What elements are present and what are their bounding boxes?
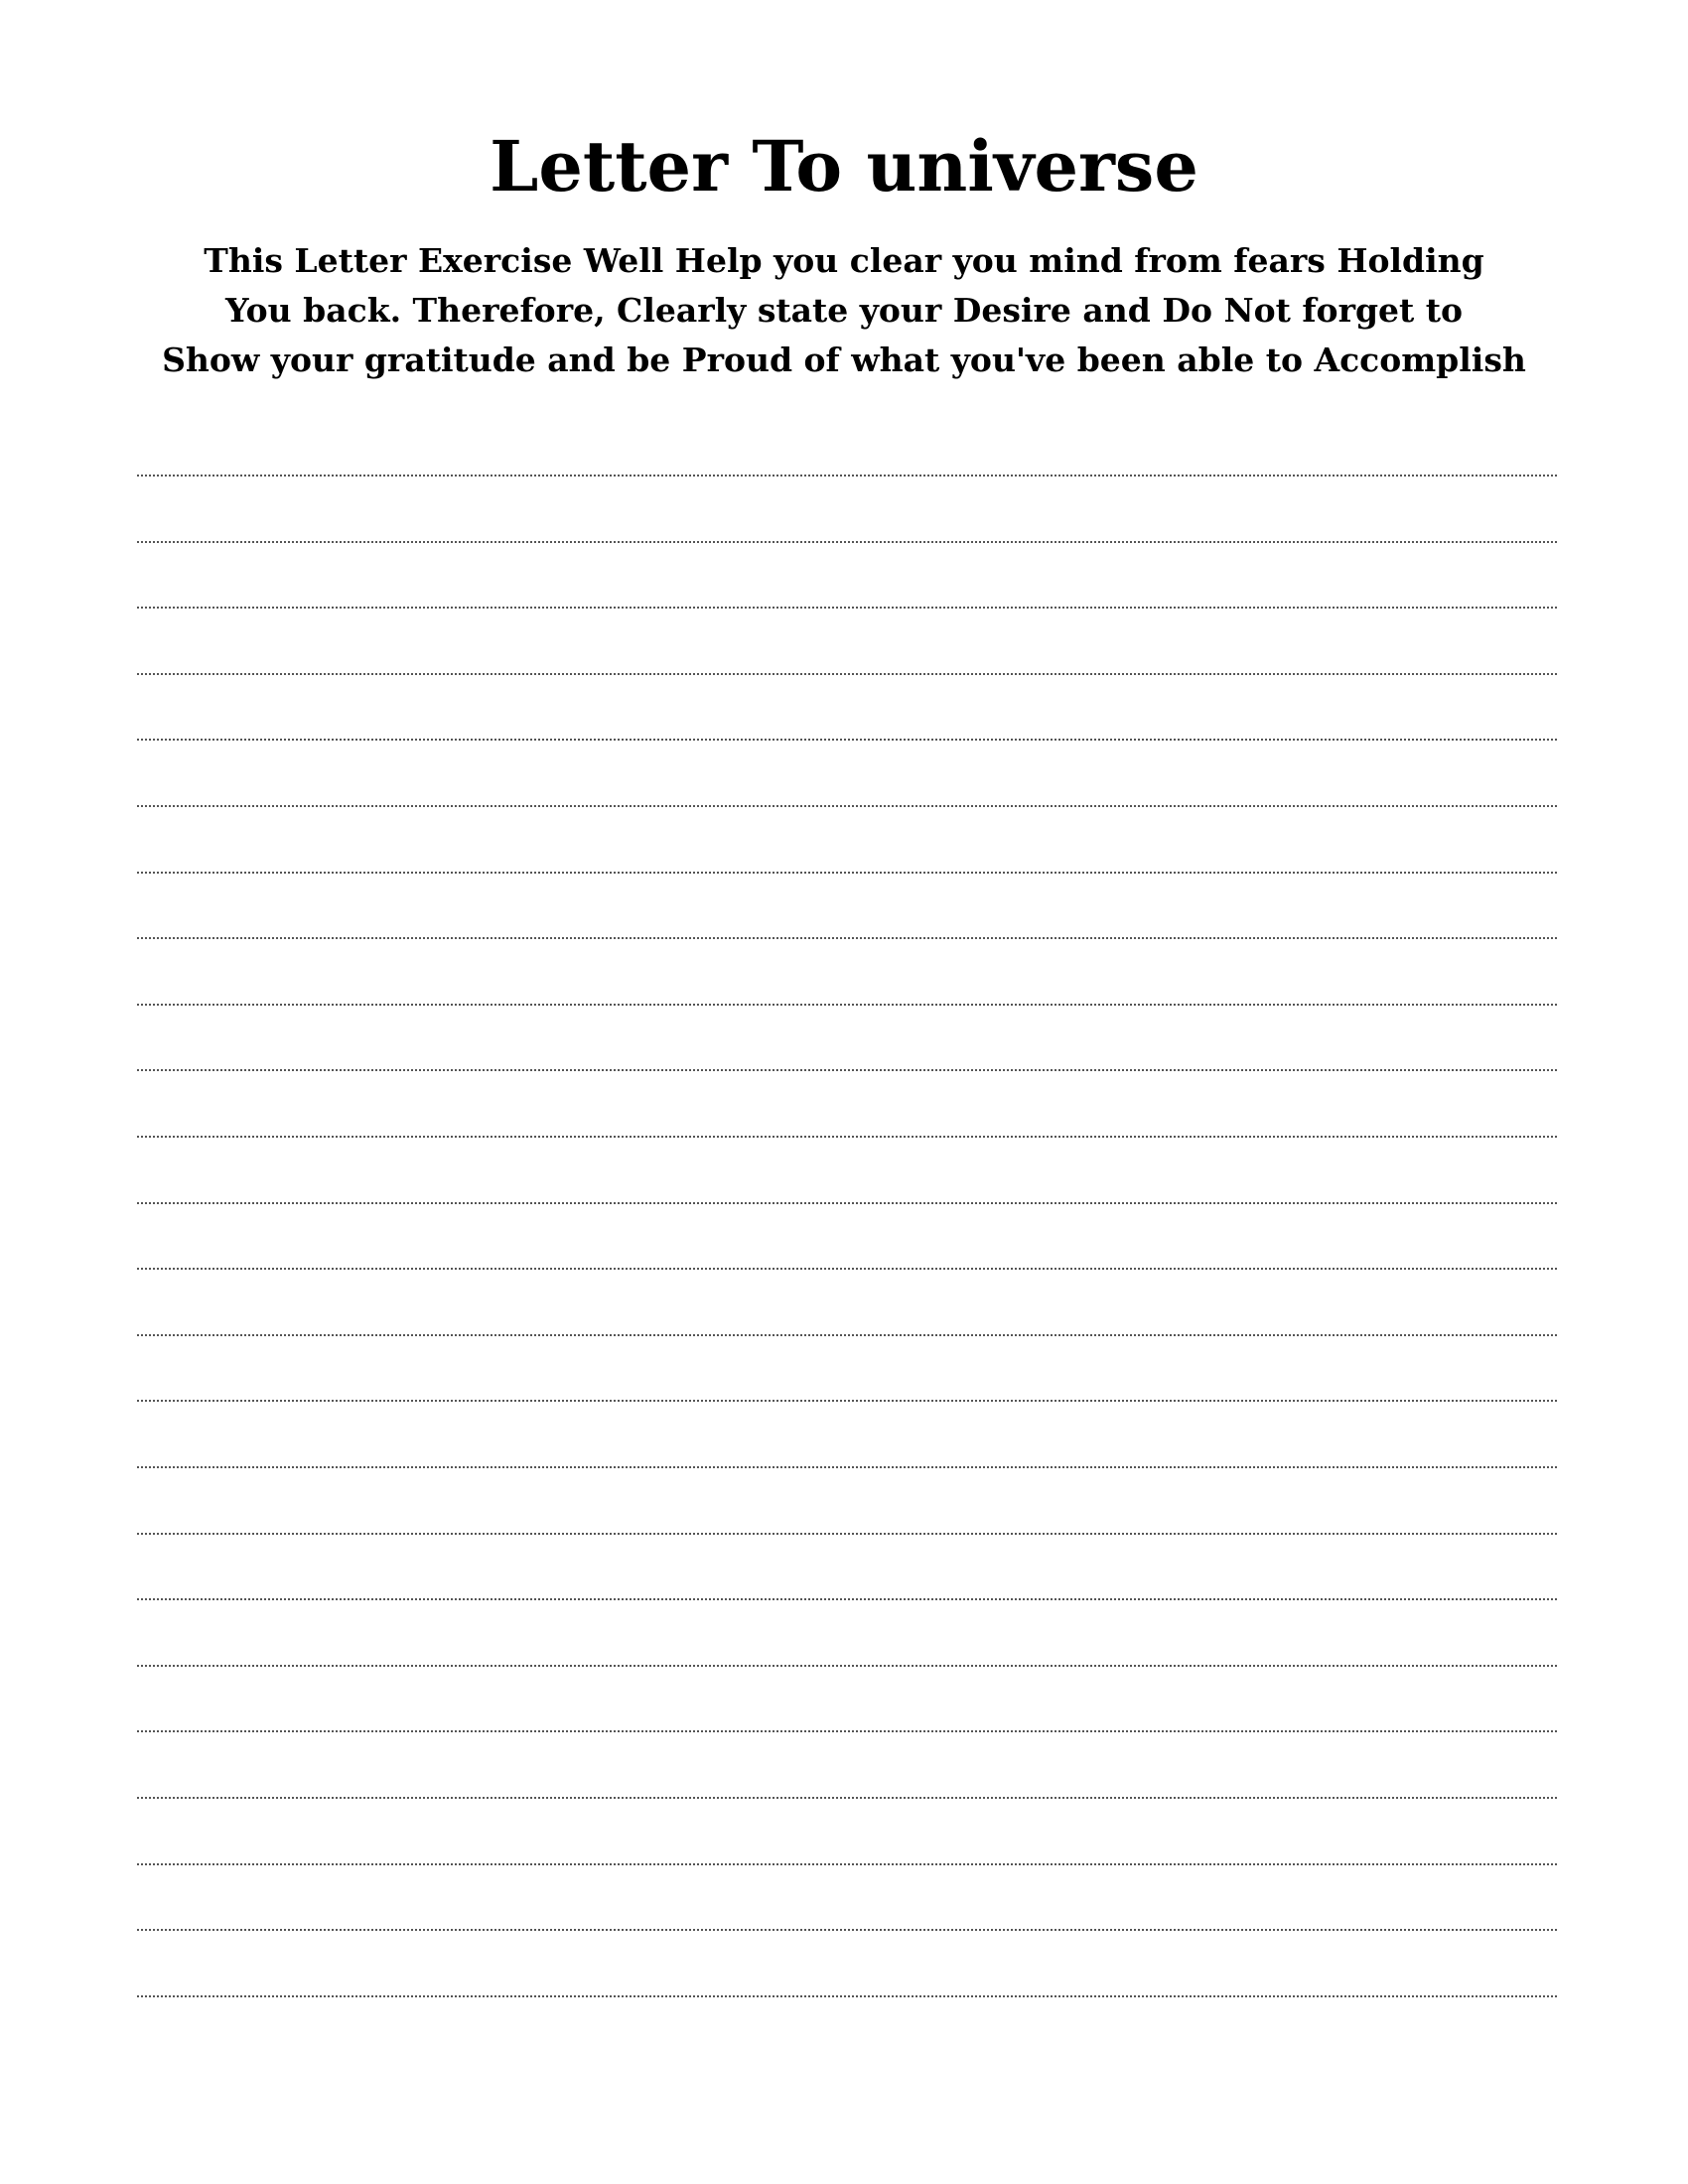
writing-line	[137, 607, 1557, 609]
writing-line	[137, 1268, 1557, 1270]
writing-line	[137, 1533, 1557, 1535]
writing-line	[137, 1730, 1557, 1732]
writing-line	[137, 673, 1557, 675]
writing-line	[137, 1400, 1557, 1402]
writing-area[interactable]	[137, 0, 1557, 2184]
instruction-line: Show your gratitude and be Proud of what you've been able to Accomplish	[162, 341, 1526, 379]
writing-line	[137, 1995, 1557, 1997]
writing-line	[137, 541, 1557, 543]
writing-line	[137, 1863, 1557, 1865]
instruction-line: This Letter Exercise Well Help you clear you mind from fears Holding	[204, 241, 1484, 280]
writing-line	[137, 937, 1557, 939]
writing-line	[137, 1929, 1557, 1931]
page-title: Letter To universe	[490, 125, 1198, 207]
writing-line	[137, 1334, 1557, 1336]
writing-line	[137, 739, 1557, 741]
writing-line	[137, 1797, 1557, 1799]
writing-line	[137, 1004, 1557, 1006]
writing-line	[137, 475, 1557, 477]
writing-line	[137, 1598, 1557, 1600]
instruction-line: You back. Therefore, Clearly state your Desire and Do Not forget to	[224, 291, 1464, 330]
writing-line	[137, 1069, 1557, 1071]
writing-line	[137, 1665, 1557, 1667]
writing-line	[137, 1202, 1557, 1204]
writing-line	[137, 805, 1557, 807]
writing-line	[137, 1136, 1557, 1138]
writing-line	[137, 872, 1557, 874]
writing-line	[137, 1466, 1557, 1468]
